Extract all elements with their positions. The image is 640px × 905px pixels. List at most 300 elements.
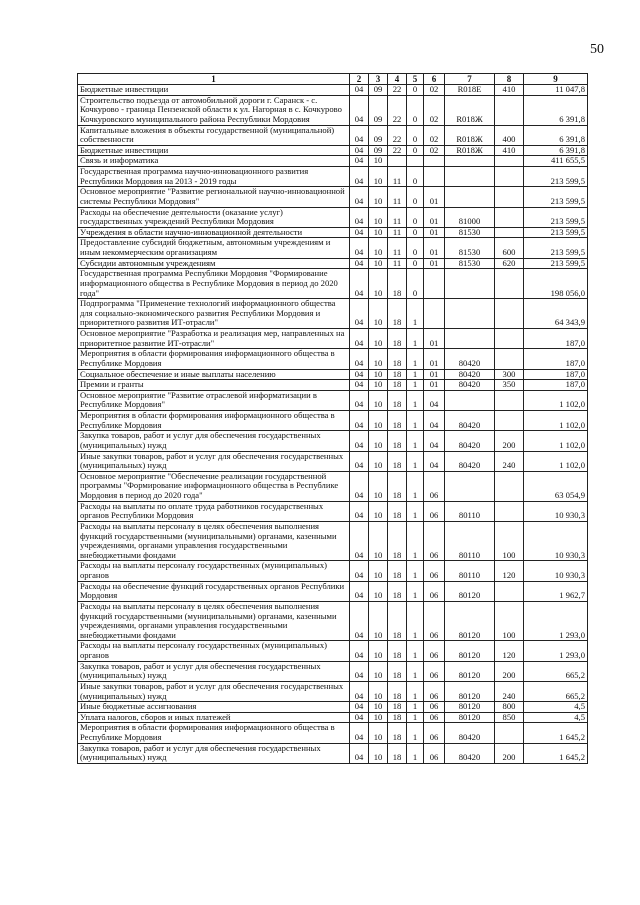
row-code-cell: 80110 (445, 501, 495, 521)
table-row (78, 145, 588, 156)
row-name-cell: Основное мероприятие "Развитие региональной научно-инновационной системы Республики Мордовия" (78, 187, 350, 207)
row-b-cell: 1 (407, 431, 424, 451)
row-vr-cell: 410 (495, 85, 524, 96)
table-row (78, 601, 588, 641)
row-sum-cell: 1 102,0 (524, 411, 588, 431)
row-code-cell: R018Ж (445, 95, 495, 125)
row-rz-cell: 04 (350, 601, 369, 641)
row-c-cell (424, 156, 445, 167)
row-code-cell: 80120 (445, 712, 495, 723)
row-c-cell: 01 (424, 238, 445, 258)
row-name-cell: Связь и информатика (78, 156, 350, 167)
row-vr-cell: 620 (495, 258, 524, 269)
row-a-cell: 18 (388, 451, 407, 471)
row-code-cell: 80420 (445, 451, 495, 471)
table-row (78, 187, 588, 207)
row-sum-cell: 187,0 (524, 380, 588, 391)
row-code-cell (445, 187, 495, 207)
row-code-cell (445, 471, 495, 501)
row-pr-cell: 10 (369, 661, 388, 681)
table-row (78, 641, 588, 661)
row-a-cell: 18 (388, 661, 407, 681)
row-code-cell: 80420 (445, 723, 495, 743)
row-rz-cell: 04 (350, 431, 369, 451)
row-sum-cell: 63 054,9 (524, 471, 588, 501)
row-c-cell: 06 (424, 601, 445, 641)
row-rz-cell: 04 (350, 145, 369, 156)
row-vr-cell: 100 (495, 601, 524, 641)
header-cell: 6 (424, 74, 445, 85)
header-cell: 1 (78, 74, 350, 85)
row-b-cell: 0 (407, 258, 424, 269)
row-name-cell: Премии и гранты (78, 380, 350, 391)
row-name-cell: Закупка товаров, работ и услуг для обеспечения государственных (муниципальных) нужд (78, 431, 350, 451)
row-code-cell: 81530 (445, 258, 495, 269)
row-vr-cell: 200 (495, 661, 524, 681)
row-rz-cell: 04 (350, 661, 369, 681)
row-sum-cell: 665,2 (524, 661, 588, 681)
row-a-cell: 18 (388, 712, 407, 723)
row-sum-cell: 10 930,3 (524, 561, 588, 581)
table-row (78, 299, 588, 329)
row-c-cell: 06 (424, 581, 445, 601)
row-sum-cell: 1 102,0 (524, 390, 588, 410)
row-name-cell: Иные закупки товаров, работ и услуг для обеспечения государственных (муниципальных) нужд (78, 451, 350, 471)
row-pr-cell: 10 (369, 501, 388, 521)
row-name-cell: Уплата налогов, сборов и иных платежей (78, 712, 350, 723)
table-row (78, 451, 588, 471)
row-a-cell: 18 (388, 702, 407, 713)
row-rz-cell: 04 (350, 156, 369, 167)
row-a-cell: 18 (388, 380, 407, 391)
row-vr-cell: 200 (495, 743, 524, 763)
row-c-cell: 06 (424, 723, 445, 743)
row-b-cell: 1 (407, 451, 424, 471)
row-code-cell: 80110 (445, 561, 495, 581)
row-b-cell: 0 (407, 227, 424, 238)
row-vr-cell (495, 501, 524, 521)
row-sum-cell: 1 102,0 (524, 431, 588, 451)
row-code-cell: 80420 (445, 369, 495, 380)
row-name-cell: Основное мероприятие "Разработка и реализация мер, направленных на приоритетное развитие ИТ-отрасли" (78, 329, 350, 349)
row-pr-cell: 10 (369, 431, 388, 451)
row-rz-cell: 04 (350, 521, 369, 561)
row-vr-cell (495, 299, 524, 329)
table-row (78, 85, 588, 96)
row-name-cell: Иные закупки товаров, работ и услуг для обеспечения государственных (муниципальных) нужд (78, 681, 350, 701)
row-name-cell: Основное мероприятие "Обеспечение реализации государственной программы "Формирование информационного общества в Республике Мордовия в период до 2020 года" (78, 471, 350, 501)
table-row (78, 712, 588, 723)
budget-table (77, 73, 588, 764)
page-number: 50 (590, 42, 604, 57)
row-rz-cell: 04 (350, 227, 369, 238)
row-b-cell: 0 (407, 187, 424, 207)
table-row (78, 269, 588, 299)
row-vr-cell (495, 390, 524, 410)
row-c-cell: 06 (424, 501, 445, 521)
row-vr-cell: 240 (495, 451, 524, 471)
row-sum-cell: 1 645,2 (524, 743, 588, 763)
row-pr-cell: 10 (369, 581, 388, 601)
table-row (78, 390, 588, 410)
row-a-cell: 18 (388, 369, 407, 380)
row-sum-cell: 213 599,5 (524, 167, 588, 187)
row-b-cell: 1 (407, 681, 424, 701)
row-a-cell: 22 (388, 95, 407, 125)
row-sum-cell: 411 655,5 (524, 156, 588, 167)
row-sum-cell: 187,0 (524, 349, 588, 369)
row-code-cell: 80120 (445, 702, 495, 713)
row-vr-cell: 100 (495, 521, 524, 561)
row-pr-cell: 10 (369, 471, 388, 501)
row-a-cell: 18 (388, 601, 407, 641)
table-row (78, 369, 588, 380)
row-c-cell: 01 (424, 227, 445, 238)
row-b-cell: 1 (407, 471, 424, 501)
row-vr-cell: 410 (495, 145, 524, 156)
row-rz-cell: 04 (350, 561, 369, 581)
row-vr-cell (495, 156, 524, 167)
row-name-cell: Бюджетные инвестиции (78, 145, 350, 156)
row-sum-cell: 213 599,5 (524, 187, 588, 207)
row-code-cell: 80420 (445, 411, 495, 431)
row-pr-cell: 10 (369, 227, 388, 238)
row-name-cell: Мероприятия в области формирования информационного общества в Республике Мордовия (78, 349, 350, 369)
row-pr-cell: 10 (369, 299, 388, 329)
row-rz-cell: 04 (350, 681, 369, 701)
row-c-cell: 01 (424, 369, 445, 380)
table-row (78, 156, 588, 167)
row-code-cell: R018Ж (445, 145, 495, 156)
row-rz-cell: 04 (350, 390, 369, 410)
row-name-cell: Расходы на обеспечение функций государственных органов Республики Мордовия (78, 581, 350, 601)
row-a-cell: 18 (388, 471, 407, 501)
row-b-cell: 1 (407, 411, 424, 431)
row-b-cell: 1 (407, 390, 424, 410)
row-sum-cell: 1 293,0 (524, 641, 588, 661)
row-c-cell: 01 (424, 349, 445, 369)
row-name-cell: Мероприятия в области формирования информационного общества в Республике Мордовия (78, 723, 350, 743)
table-row (78, 95, 588, 125)
row-a-cell: 11 (388, 167, 407, 187)
table-row (78, 723, 588, 743)
row-a-cell: 18 (388, 681, 407, 701)
row-c-cell: 06 (424, 471, 445, 501)
table-row (78, 681, 588, 701)
row-sum-cell: 11 047,8 (524, 85, 588, 96)
row-a-cell: 22 (388, 125, 407, 145)
row-c-cell: 04 (424, 431, 445, 451)
row-pr-cell: 10 (369, 702, 388, 713)
row-a-cell: 22 (388, 85, 407, 96)
row-pr-cell: 10 (369, 238, 388, 258)
row-code-cell (445, 390, 495, 410)
row-pr-cell: 10 (369, 258, 388, 269)
row-rz-cell: 04 (350, 380, 369, 391)
row-vr-cell (495, 167, 524, 187)
row-vr-cell: 350 (495, 380, 524, 391)
row-pr-cell: 10 (369, 269, 388, 299)
header-cell: 7 (445, 74, 495, 85)
header-cell: 8 (495, 74, 524, 85)
table-row (78, 349, 588, 369)
row-b-cell: 1 (407, 501, 424, 521)
row-name-cell: Расходы на обеспечение деятельности (оказание услуг) государственных учреждений Республики Мордовия (78, 207, 350, 227)
row-sum-cell: 6 391,8 (524, 125, 588, 145)
row-code-cell: 80120 (445, 581, 495, 601)
row-a-cell: 11 (388, 227, 407, 238)
row-a-cell: 18 (388, 390, 407, 410)
row-a-cell: 11 (388, 238, 407, 258)
table-body (78, 85, 588, 764)
row-code-cell (445, 299, 495, 329)
row-sum-cell: 213 599,5 (524, 207, 588, 227)
row-pr-cell: 10 (369, 167, 388, 187)
row-a-cell: 18 (388, 349, 407, 369)
row-sum-cell: 213 599,5 (524, 238, 588, 258)
row-name-cell: Расходы на выплаты персоналу в целях обеспечения выполнения функций государственными (муниципальными) органами, казенными учреждениями, органами управления государственными внебюджетными фондами (78, 521, 350, 561)
row-vr-cell (495, 723, 524, 743)
row-rz-cell: 04 (350, 702, 369, 713)
row-pr-cell: 10 (369, 411, 388, 431)
table-row (78, 431, 588, 451)
row-name-cell: Бюджетные инвестиции (78, 85, 350, 96)
row-b-cell: 1 (407, 329, 424, 349)
row-c-cell: 06 (424, 702, 445, 713)
header-cell: 3 (369, 74, 388, 85)
row-name-cell: Расходы на выплаты персоналу государственных (муниципальных) органов (78, 641, 350, 661)
row-b-cell: 1 (407, 641, 424, 661)
row-code-cell: 80120 (445, 601, 495, 641)
row-b-cell: 1 (407, 743, 424, 763)
row-name-cell: Иные бюджетные ассигнования (78, 702, 350, 713)
row-c-cell: 01 (424, 187, 445, 207)
row-pr-cell: 10 (369, 349, 388, 369)
row-vr-cell (495, 269, 524, 299)
row-rz-cell: 04 (350, 329, 369, 349)
row-rz-cell: 04 (350, 712, 369, 723)
row-vr-cell (495, 207, 524, 227)
row-vr-cell: 800 (495, 702, 524, 713)
row-b-cell: 1 (407, 299, 424, 329)
row-b-cell: 1 (407, 661, 424, 681)
row-c-cell: 06 (424, 712, 445, 723)
row-a-cell: 18 (388, 431, 407, 451)
row-c-cell: 06 (424, 641, 445, 661)
row-code-cell (445, 329, 495, 349)
row-name-cell: Капитальные вложения в объекты государственной (муниципальной) собственности (78, 125, 350, 145)
table-row (78, 743, 588, 763)
row-c-cell (424, 269, 445, 299)
row-name-cell: Субсидии автономным учреждениям (78, 258, 350, 269)
row-code-cell (445, 269, 495, 299)
row-sum-cell: 213 599,5 (524, 227, 588, 238)
row-rz-cell: 04 (350, 743, 369, 763)
row-rz-cell: 04 (350, 501, 369, 521)
row-sum-cell: 64 343,9 (524, 299, 588, 329)
row-pr-cell: 10 (369, 207, 388, 227)
table-row (78, 207, 588, 227)
row-c-cell: 01 (424, 207, 445, 227)
table-row (78, 661, 588, 681)
row-a-cell: 11 (388, 258, 407, 269)
header-cell: 2 (350, 74, 369, 85)
row-c-cell: 06 (424, 681, 445, 701)
row-a-cell: 18 (388, 743, 407, 763)
row-pr-cell: 09 (369, 145, 388, 156)
row-rz-cell: 04 (350, 451, 369, 471)
row-a-cell: 18 (388, 641, 407, 661)
row-code-cell: 80110 (445, 521, 495, 561)
row-b-cell: 1 (407, 581, 424, 601)
row-sum-cell: 198 056,0 (524, 269, 588, 299)
row-a-cell: 18 (388, 501, 407, 521)
row-sum-cell: 665,2 (524, 681, 588, 701)
row-vr-cell: 400 (495, 125, 524, 145)
row-code-cell: R018Ж (445, 125, 495, 145)
row-rz-cell: 04 (350, 187, 369, 207)
row-name-cell: Мероприятия в области формирования информационного общества в Республике Мордовия (78, 411, 350, 431)
row-a-cell: 18 (388, 269, 407, 299)
table-header-row (78, 74, 588, 85)
row-vr-cell (495, 329, 524, 349)
row-rz-cell: 04 (350, 723, 369, 743)
row-pr-cell: 10 (369, 390, 388, 410)
row-c-cell: 06 (424, 661, 445, 681)
header-cell: 4 (388, 74, 407, 85)
row-a-cell: 18 (388, 521, 407, 561)
table-row (78, 227, 588, 238)
table-row (78, 380, 588, 391)
table-row (78, 238, 588, 258)
row-c-cell: 01 (424, 258, 445, 269)
row-b-cell: 0 (407, 95, 424, 125)
row-sum-cell: 4,5 (524, 702, 588, 713)
row-pr-cell: 10 (369, 743, 388, 763)
row-rz-cell: 04 (350, 125, 369, 145)
row-b-cell: 1 (407, 723, 424, 743)
row-rz-cell: 04 (350, 85, 369, 96)
row-name-cell: Расходы на выплаты по оплате труда работников государственных органов Республики Мордовия (78, 501, 350, 521)
row-name-cell: Закупка товаров, работ и услуг для обеспечения государственных (муниципальных) нужд (78, 743, 350, 763)
row-b-cell: 1 (407, 369, 424, 380)
row-c-cell: 02 (424, 125, 445, 145)
row-b-cell: 1 (407, 561, 424, 581)
row-a-cell: 22 (388, 145, 407, 156)
row-name-cell: Учреждения в области научно-инновационной деятельности (78, 227, 350, 238)
row-pr-cell: 10 (369, 187, 388, 207)
row-a-cell (388, 156, 407, 167)
row-code-cell: 80420 (445, 349, 495, 369)
row-code-cell (445, 167, 495, 187)
row-rz-cell: 04 (350, 471, 369, 501)
row-a-cell: 18 (388, 581, 407, 601)
row-pr-cell: 10 (369, 451, 388, 471)
row-code-cell: 81530 (445, 238, 495, 258)
row-name-cell: Государственная программа Республики Мордовия "Формирование информационного общества в Республике Мордовия в период до 2020 года" (78, 269, 350, 299)
row-code-cell: 80120 (445, 661, 495, 681)
row-a-cell: 18 (388, 329, 407, 349)
table-row (78, 258, 588, 269)
table-row (78, 501, 588, 521)
table-row (78, 329, 588, 349)
row-vr-cell: 850 (495, 712, 524, 723)
row-vr-cell: 120 (495, 641, 524, 661)
table-row (78, 561, 588, 581)
row-c-cell: 04 (424, 390, 445, 410)
table-row (78, 702, 588, 713)
table-row (78, 125, 588, 145)
row-pr-cell: 10 (369, 329, 388, 349)
row-c-cell: 06 (424, 743, 445, 763)
row-c-cell: 01 (424, 380, 445, 391)
row-sum-cell: 213 599,5 (524, 258, 588, 269)
row-name-cell: Основное мероприятие "Развитие отраслевой информатизации в Республике Мордовия" (78, 390, 350, 410)
row-b-cell: 1 (407, 349, 424, 369)
row-a-cell: 11 (388, 187, 407, 207)
header-cell: 5 (407, 74, 424, 85)
row-a-cell: 11 (388, 207, 407, 227)
row-b-cell: 1 (407, 601, 424, 641)
row-sum-cell: 187,0 (524, 329, 588, 349)
table-row (78, 411, 588, 431)
row-vr-cell: 240 (495, 681, 524, 701)
row-rz-cell: 04 (350, 167, 369, 187)
row-sum-cell: 1 293,0 (524, 601, 588, 641)
row-vr-cell: 120 (495, 561, 524, 581)
row-a-cell: 18 (388, 723, 407, 743)
row-rz-cell: 04 (350, 349, 369, 369)
row-rz-cell: 04 (350, 207, 369, 227)
row-pr-cell: 10 (369, 521, 388, 561)
row-sum-cell: 1 962,7 (524, 581, 588, 601)
row-code-cell: 80120 (445, 681, 495, 701)
row-code-cell: 80120 (445, 641, 495, 661)
row-name-cell: Расходы на выплаты персоналу государственных (муниципальных) органов (78, 561, 350, 581)
row-b-cell: 1 (407, 702, 424, 713)
row-rz-cell: 04 (350, 95, 369, 125)
row-b-cell: 0 (407, 269, 424, 299)
row-name-cell: Социальное обеспечение и иные выплаты населению (78, 369, 350, 380)
table-row (78, 521, 588, 561)
row-sum-cell: 6 391,8 (524, 95, 588, 125)
row-b-cell: 1 (407, 521, 424, 561)
row-sum-cell: 10 930,3 (524, 521, 588, 561)
row-b-cell: 0 (407, 125, 424, 145)
row-name-cell: Строительство подъезда от автомобильной дороги г. Саранск - с. Кочкурово - граница Пензенской области к ул. Нагорная в с. Кочкурово Кочкуровского муниципального района Республики Мордовия (78, 95, 350, 125)
row-code-cell: 81530 (445, 227, 495, 238)
row-pr-cell: 10 (369, 369, 388, 380)
row-b-cell: 1 (407, 712, 424, 723)
row-vr-cell (495, 227, 524, 238)
row-name-cell: Предоставление субсидий бюджетным, автономным учреждениям и иным некоммерческим организациям (78, 238, 350, 258)
row-c-cell: 01 (424, 329, 445, 349)
row-a-cell: 18 (388, 299, 407, 329)
row-c-cell: 02 (424, 145, 445, 156)
row-pr-cell: 10 (369, 156, 388, 167)
row-b-cell: 0 (407, 167, 424, 187)
row-sum-cell: 1 645,2 (524, 723, 588, 743)
row-name-cell: Закупка товаров, работ и услуг для обеспечения государственных (муниципальных) нужд (78, 661, 350, 681)
row-pr-cell: 09 (369, 125, 388, 145)
row-sum-cell: 1 102,0 (524, 451, 588, 471)
row-code-cell (445, 156, 495, 167)
row-c-cell (424, 167, 445, 187)
row-code-cell: 80420 (445, 380, 495, 391)
row-rz-cell: 04 (350, 258, 369, 269)
row-vr-cell (495, 411, 524, 431)
row-vr-cell: 200 (495, 431, 524, 451)
